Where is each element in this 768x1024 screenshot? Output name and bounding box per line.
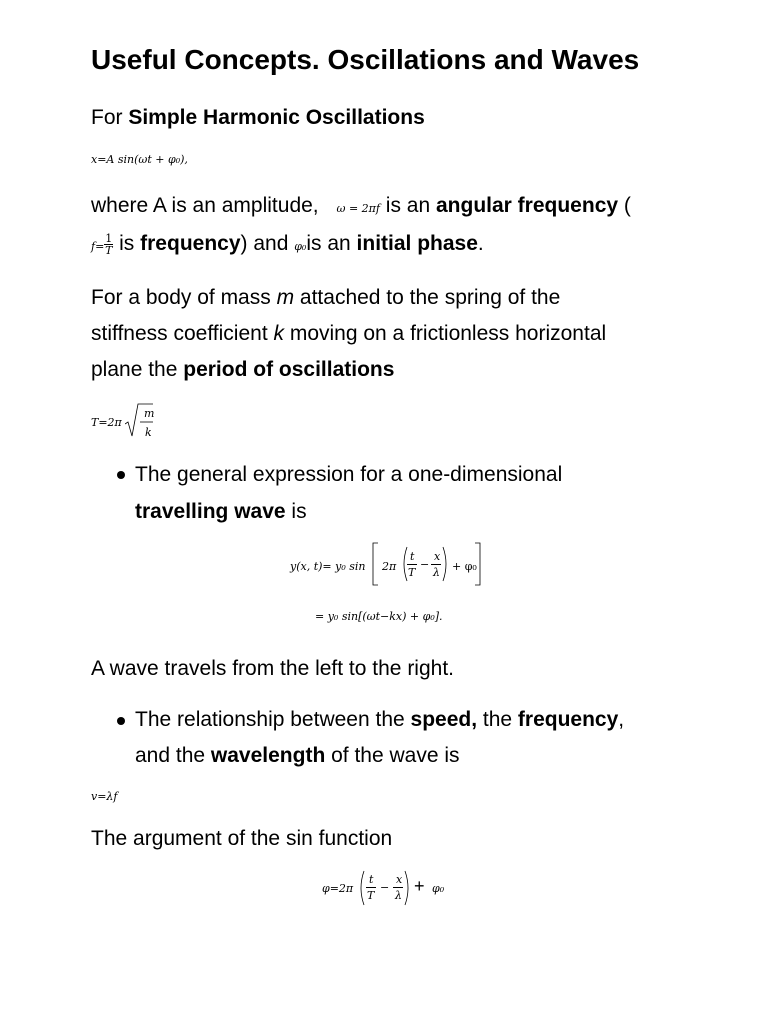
bullet2-text-c: the	[477, 708, 518, 731]
phase-T: T	[367, 889, 375, 902]
shm-prefix: For	[91, 106, 129, 129]
page-title: Useful Concepts. Oscillations and Waves	[91, 44, 640, 75]
travelling-wave-bold: travelling wave	[135, 500, 286, 523]
argument-line: The argument of the sin function	[91, 827, 393, 850]
eq1-frac-line-1	[407, 564, 417, 565]
bullet1-text-2: is	[285, 500, 307, 523]
spring-text-1b: attached to the spring of the	[294, 286, 561, 309]
bullet2-text-d: ,	[618, 708, 625, 731]
stiffness-symbol: k	[273, 322, 284, 345]
phase-lambda: λ	[395, 889, 402, 902]
phase-plus: +	[414, 876, 425, 896]
bullet2-line-2	[135, 741, 460, 771]
f-num: 1	[105, 231, 113, 245]
eq1-x: x	[434, 550, 441, 563]
where-text-d: is	[113, 232, 141, 255]
f-formula: f=	[91, 240, 105, 253]
shm-bold: Simple Harmonic Oscillations	[128, 106, 425, 129]
where-text-f: is an	[306, 232, 357, 255]
phase-left-paren	[357, 870, 365, 906]
where-line-1	[91, 191, 631, 224]
eq1-T: T	[408, 566, 416, 579]
right-paren	[442, 546, 450, 582]
phi0-symbol: φ₀	[294, 240, 307, 253]
bullet-dot-2	[117, 717, 125, 725]
eq1-plus: + φ₀	[452, 560, 477, 573]
where-text-e: ) and	[240, 232, 295, 255]
spring-line-3	[91, 355, 394, 385]
phase-t: t	[369, 873, 374, 886]
wavelength-bold: wavelength	[210, 744, 326, 767]
wave-equation-2: = y₀ sin[(ωt−kx) + φ₀].	[315, 610, 443, 623]
spring-text-3: plane the	[91, 358, 184, 381]
sqrt-num: m	[144, 407, 155, 420]
phase-frac-line-1	[366, 887, 376, 888]
phase-frac-line-2	[393, 887, 403, 888]
spring-text-2: stiffness coefficient	[91, 322, 274, 345]
left-bracket	[371, 542, 379, 586]
omega-formula: ω = 2πf	[336, 202, 380, 215]
initial-phase-bold: initial phase	[356, 232, 478, 255]
eq1-minus: −	[420, 558, 430, 571]
f-fraction	[104, 233, 113, 256]
bullet2-text-a: The relationship between the	[135, 708, 411, 731]
where-text-g: .	[477, 232, 484, 255]
right-bracket	[474, 542, 482, 586]
frequency-bold: frequency	[140, 232, 241, 255]
where-text-b: is an	[379, 194, 436, 217]
phase-x: x	[396, 873, 403, 886]
frequency-bold-2: frequency	[517, 708, 619, 731]
angular-frequency-bold: angular frequency	[436, 194, 619, 217]
spring-line-1	[91, 283, 560, 313]
eq1-t: t	[410, 550, 415, 563]
spring-text-1: For a body of mass	[91, 286, 277, 309]
phase-phi0: φ₀	[432, 882, 445, 895]
sqrt-den: k	[145, 426, 152, 439]
eq1-lambda: λ	[433, 566, 440, 579]
eq1-lhs: y(x, t)= y₀ sin	[290, 560, 366, 573]
speed-bold: speed,	[410, 708, 478, 731]
bullet1-line-1: The general expression for a one-dimensional	[135, 463, 563, 486]
where-line-2	[91, 229, 484, 262]
speed-formula: v=λf	[91, 790, 118, 803]
f-den: T	[105, 243, 113, 257]
bullet2-text-f: of the wave is	[325, 744, 460, 767]
phase-minus: −	[380, 881, 390, 894]
spring-text-2b: moving on a frictionless horizontal	[284, 322, 607, 345]
bullet1-line-2	[135, 497, 307, 527]
shm-formula: x=A sin(ωt + φ₀),	[91, 153, 188, 166]
spring-line-2	[91, 319, 606, 349]
mass-symbol: m	[276, 286, 295, 309]
wave-direction: A wave travels from the left to the right.	[91, 657, 454, 680]
phase-right-paren	[404, 870, 412, 906]
where-text-c: (	[618, 194, 631, 217]
where-text-a: where A is an amplitude,	[91, 194, 319, 217]
eq1-frac-line-2	[431, 564, 441, 565]
bullet2-line-1	[135, 705, 624, 735]
bullet2-text-e: and the	[135, 744, 211, 767]
period-bold: period of oscillations	[183, 358, 395, 381]
bullet-dot-1	[117, 471, 125, 479]
shm-heading	[91, 103, 425, 133]
period-lhs: T=2π	[91, 416, 122, 429]
phase-lhs: φ=2π	[322, 882, 354, 895]
eq1-2pi: 2π	[382, 560, 397, 573]
